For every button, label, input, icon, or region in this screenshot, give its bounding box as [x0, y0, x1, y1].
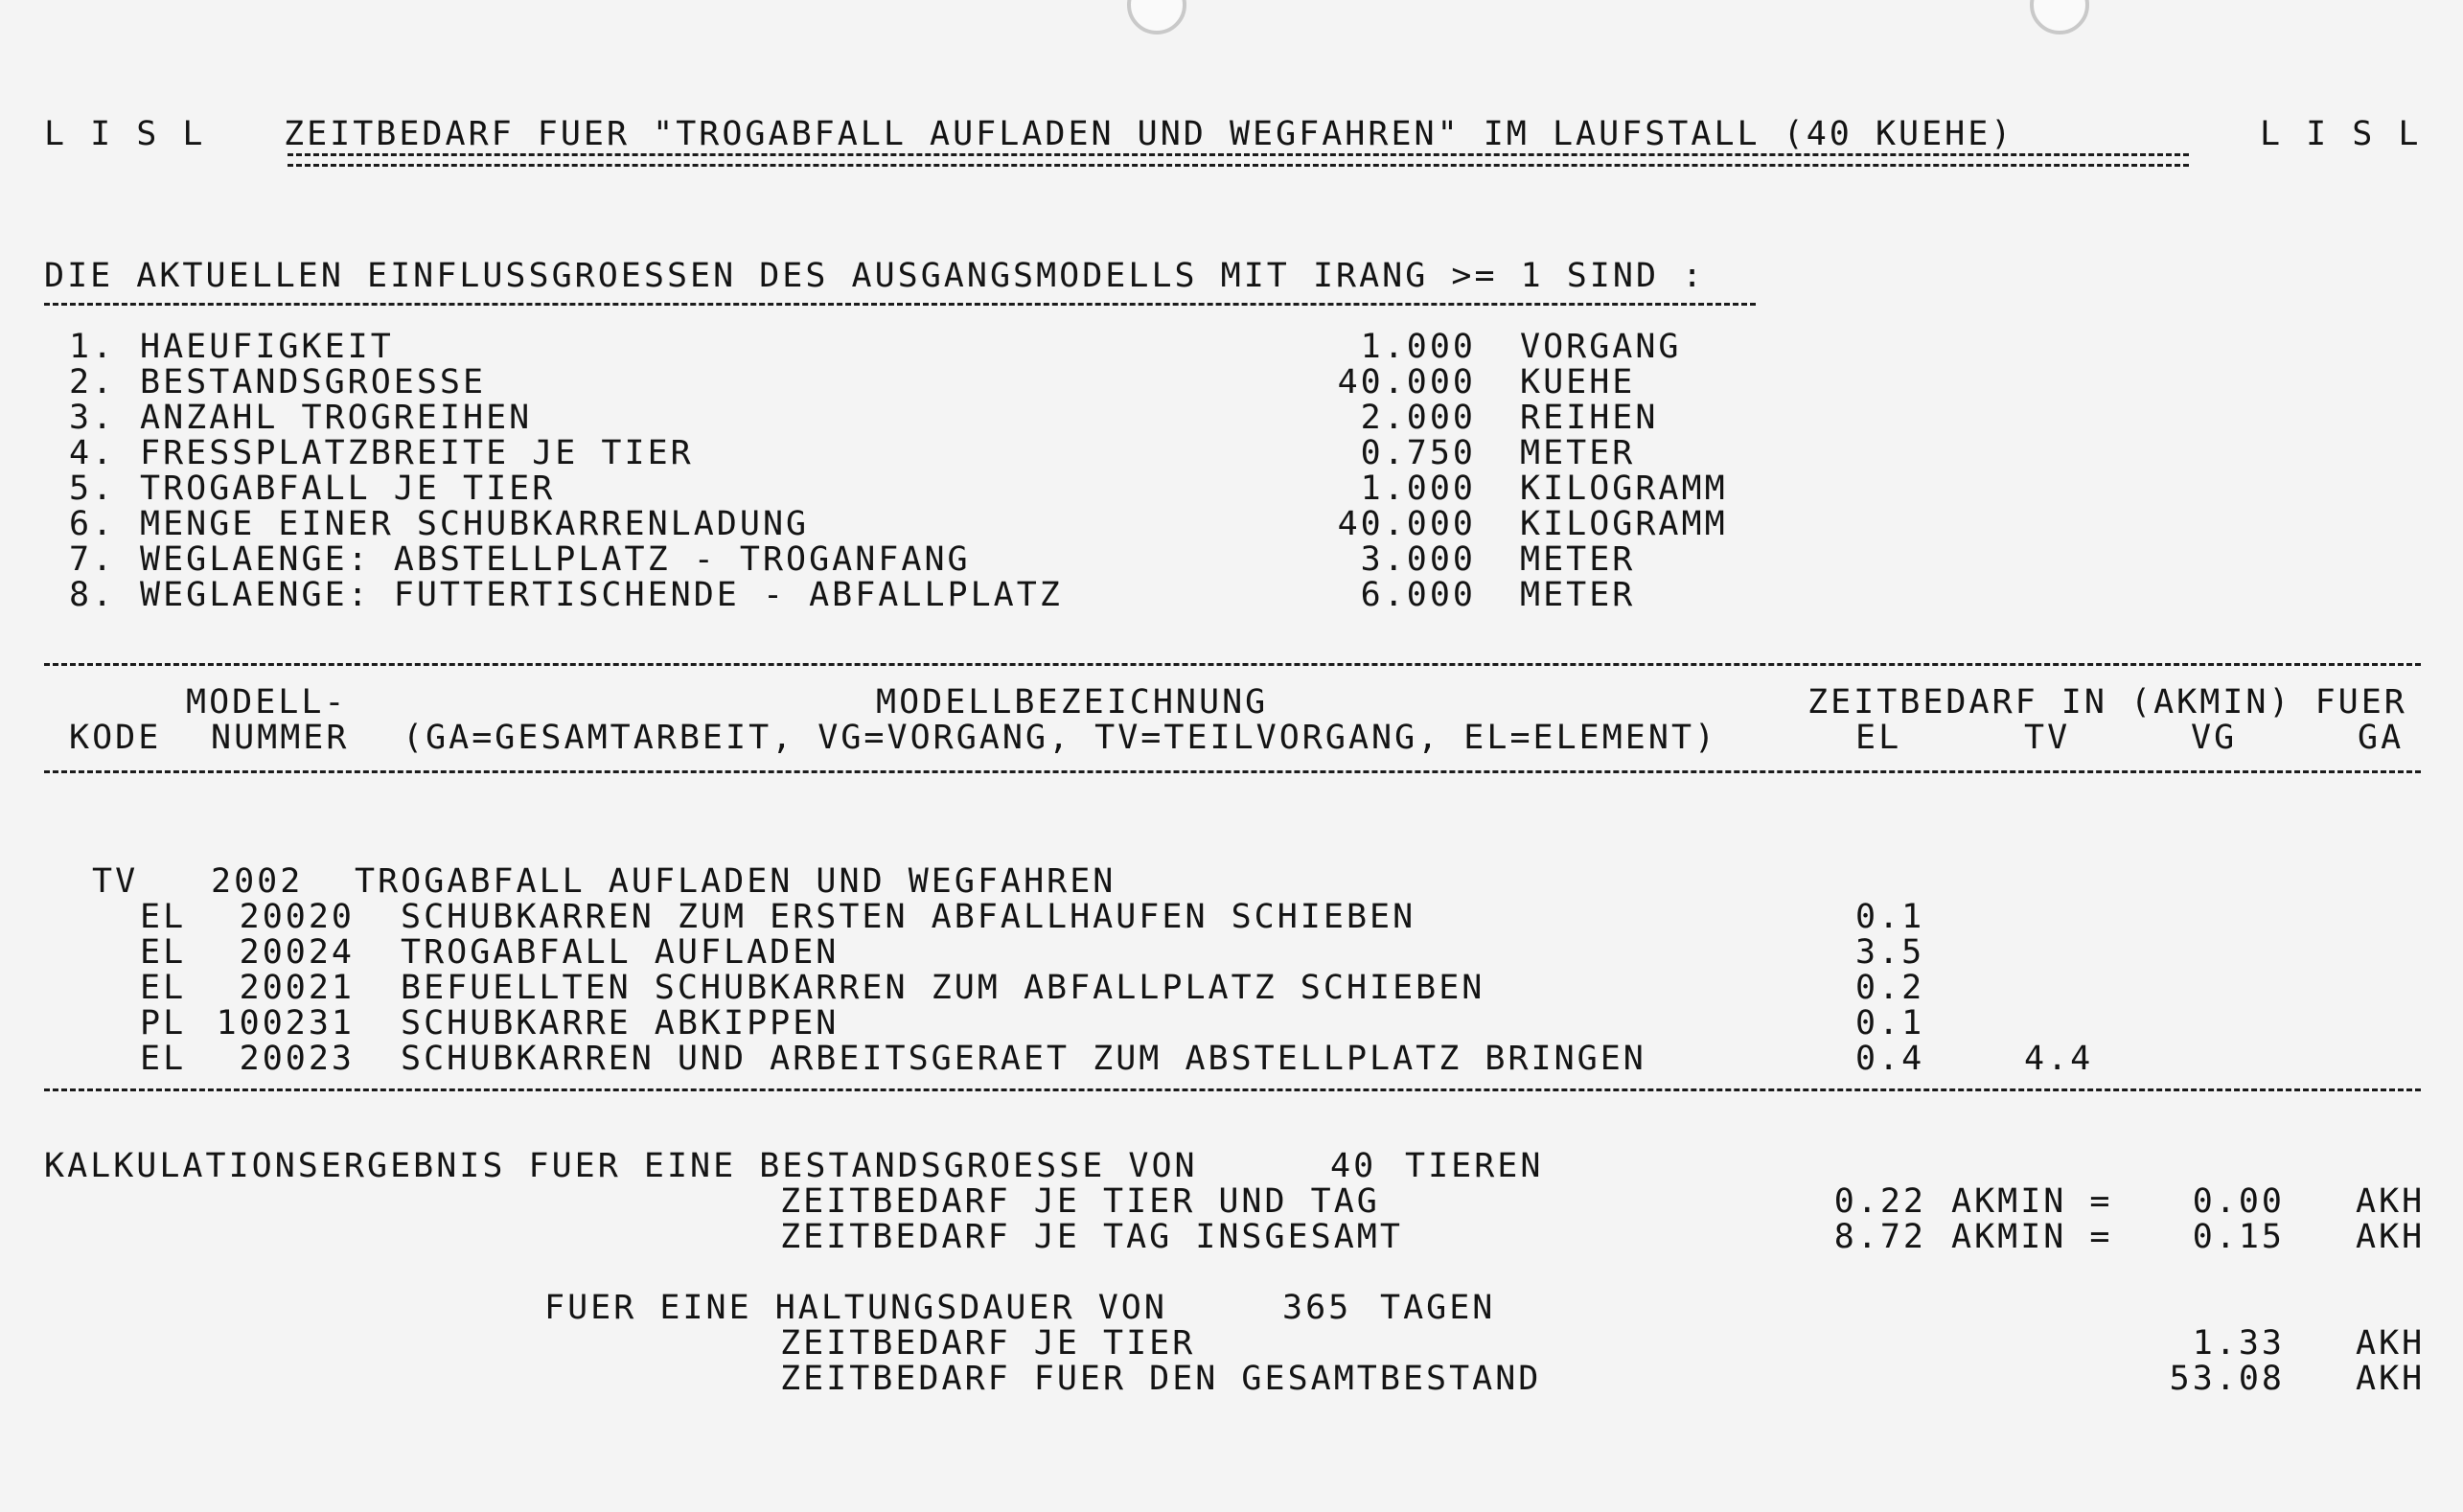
- row-el-value: 3.5: [1855, 933, 1925, 972]
- result-count-unit: TIEREN: [1405, 1147, 1544, 1185]
- row-name: SCHUBKARREN ZUM ERSTEN ABFALLHAUFEN SCHIEBEN: [401, 898, 1416, 936]
- param-name: ANZAHL TROGREIHEN: [140, 399, 533, 437]
- result-akh: 0.00: [2192, 1182, 2285, 1221]
- duration-value: 365: [1282, 1289, 1352, 1327]
- param-value: 3.000: [1360, 540, 1476, 579]
- row-kode: EL: [140, 933, 187, 972]
- row-kode: EL: [140, 898, 187, 936]
- param-number: 6.: [69, 505, 116, 543]
- param-unit: KILOGRAMM: [1520, 505, 1728, 543]
- col-header-zeitbedarf: ZEITBEDARF IN (AKMIN) FUER: [1807, 683, 2407, 722]
- row-name: SCHUBKARRE ABKIPPEN: [401, 1004, 840, 1042]
- param-name: FRESSPLATZBREITE JE TIER: [140, 434, 694, 472]
- result-intro: KALKULATIONSERGEBNIS FUER EINE BESTANDSGROESSE VON: [44, 1147, 1198, 1185]
- col-header-vg: VG: [2191, 719, 2238, 757]
- param-unit: METER: [1520, 540, 1636, 579]
- duration-intro: FUER EINE HALTUNGSDAUER VON: [544, 1289, 1167, 1327]
- param-number: 2.: [69, 363, 116, 401]
- row-tv-value: 4.4: [2024, 1040, 2094, 1078]
- param-unit: KUEHE: [1520, 363, 1636, 401]
- row-nummer: 20024: [239, 933, 355, 972]
- row-nummer: 2002: [211, 862, 304, 901]
- result-akmin-unit: AKMIN =: [1951, 1182, 2113, 1221]
- param-number: 3.: [69, 399, 116, 437]
- col-header-kode: KODE: [69, 719, 162, 757]
- duration-label: ZEITBEDARF FUER DEN GESAMTBESTAND: [780, 1360, 1542, 1398]
- param-value: 1.000: [1360, 328, 1476, 366]
- param-unit: KILOGRAMM: [1520, 470, 1728, 508]
- param-value: 2.000: [1360, 399, 1476, 437]
- duration-akh: 1.33: [2192, 1324, 2285, 1363]
- result-akmin: 8.72: [1833, 1218, 1926, 1256]
- param-unit: METER: [1520, 576, 1636, 614]
- table-header-rule: [44, 770, 2421, 773]
- col-header-bezeichnung: MODELLBEZEICHNUNG: [876, 683, 1269, 722]
- param-name: BESTANDSGROESSE: [140, 363, 487, 401]
- duration-label: ZEITBEDARF JE TIER: [780, 1324, 1196, 1363]
- result-count: 40: [1330, 1147, 1377, 1185]
- row-kode: EL: [140, 1040, 187, 1078]
- param-name: TROGABFALL JE TIER: [140, 470, 556, 508]
- col-header-el: EL: [1855, 719, 1902, 757]
- duration-akh: 53.08: [2169, 1360, 2285, 1398]
- duration-unit: TAGEN: [1380, 1289, 1496, 1327]
- result-akmin-unit: AKMIN =: [1951, 1218, 2113, 1256]
- param-number: 7.: [69, 540, 116, 579]
- row-kode: EL: [140, 969, 187, 1007]
- param-value: 40.000: [1337, 505, 1476, 543]
- param-name: WEGLAENGE: ABSTELLPLATZ - TROGANFANG: [140, 540, 971, 579]
- row-name: BEFUELLTEN SCHUBKARREN ZUM ABFALLPLATZ SCHIEBEN: [401, 969, 1485, 1007]
- param-value: 0.750: [1360, 434, 1476, 472]
- param-name: WEGLAENGE: FUTTERTISCHENDE - ABFALLPLATZ: [140, 576, 1063, 614]
- col-header-modell: MODELL-: [186, 683, 348, 722]
- duration-akh-unit: AKH: [2356, 1360, 2426, 1398]
- duration-akh-unit: AKH: [2356, 1324, 2426, 1363]
- param-value: 40.000: [1337, 363, 1476, 401]
- table-top-rule: [44, 663, 2421, 666]
- row-el-value: 0.2: [1855, 969, 1925, 1007]
- row-kode: TV: [92, 862, 139, 901]
- row-kode: PL: [140, 1004, 187, 1042]
- row-nummer: 20021: [239, 969, 355, 1007]
- brand-right: L I S L: [2260, 115, 2422, 153]
- param-number: 4.: [69, 434, 116, 472]
- table-bottom-rule: [44, 1088, 2421, 1091]
- punch-hole-right: [2030, 0, 2089, 34]
- params-heading-rule: [44, 303, 1756, 306]
- param-unit: REIHEN: [1520, 399, 1659, 437]
- col-header-tv: TV: [2024, 719, 2071, 757]
- row-name: TROGABFALL AUFLADEN UND WEGFAHREN: [355, 862, 1116, 901]
- report-title: ZEITBEDARF FUER "TROGABFALL AUFLADEN UND WEGFAHREN" IM LAUFSTALL (40 KUEHE): [284, 115, 2014, 153]
- row-el-value: 0.4: [1855, 1040, 1925, 1078]
- result-akmin: 0.22: [1833, 1182, 1926, 1221]
- row-nummer: 20020: [239, 898, 355, 936]
- param-number: 1.: [69, 328, 116, 366]
- params-heading: DIE AKTUELLEN EINFLUSSGROESSEN DES AUSGANGSMODELLS MIT IRANG >= 1 SIND :: [44, 257, 1706, 295]
- row-name: SCHUBKARREN UND ARBEITSGERAET ZUM ABSTELLPLATZ BRINGEN: [401, 1040, 1646, 1078]
- row-el-value: 0.1: [1855, 898, 1925, 936]
- col-header-legend: (GA=GESAMTARBEIT, VG=VORGANG, TV=TEILVORGANG, EL=ELEMENT): [403, 719, 1718, 757]
- row-name: TROGABFALL AUFLADEN: [401, 933, 840, 972]
- title-double-underline: [288, 153, 2189, 167]
- result-akh-unit: AKH: [2356, 1218, 2426, 1256]
- result-label: ZEITBEDARF JE TIER UND TAG: [780, 1182, 1380, 1221]
- col-header-ga: GA: [2358, 719, 2405, 757]
- row-el-value: 0.1: [1855, 1004, 1925, 1042]
- row-nummer: 20023: [239, 1040, 355, 1078]
- row-nummer: 100231: [216, 1004, 355, 1042]
- param-name: MENGE EINER SCHUBKARRENLADUNG: [140, 505, 810, 543]
- param-unit: METER: [1520, 434, 1636, 472]
- result-label: ZEITBEDARF JE TAG INSGESAMT: [780, 1218, 1403, 1256]
- result-akh: 0.15: [2192, 1218, 2285, 1256]
- param-value: 6.000: [1360, 576, 1476, 614]
- param-name: HAEUFIGKEIT: [140, 328, 394, 366]
- punch-hole-left: [1127, 0, 1186, 34]
- param-number: 5.: [69, 470, 116, 508]
- brand-left: L I S L: [44, 115, 206, 153]
- param-value: 1.000: [1360, 470, 1476, 508]
- result-akh-unit: AKH: [2356, 1182, 2426, 1221]
- col-header-nummer: NUMMER: [211, 719, 350, 757]
- param-number: 8.: [69, 576, 116, 614]
- param-unit: VORGANG: [1520, 328, 1682, 366]
